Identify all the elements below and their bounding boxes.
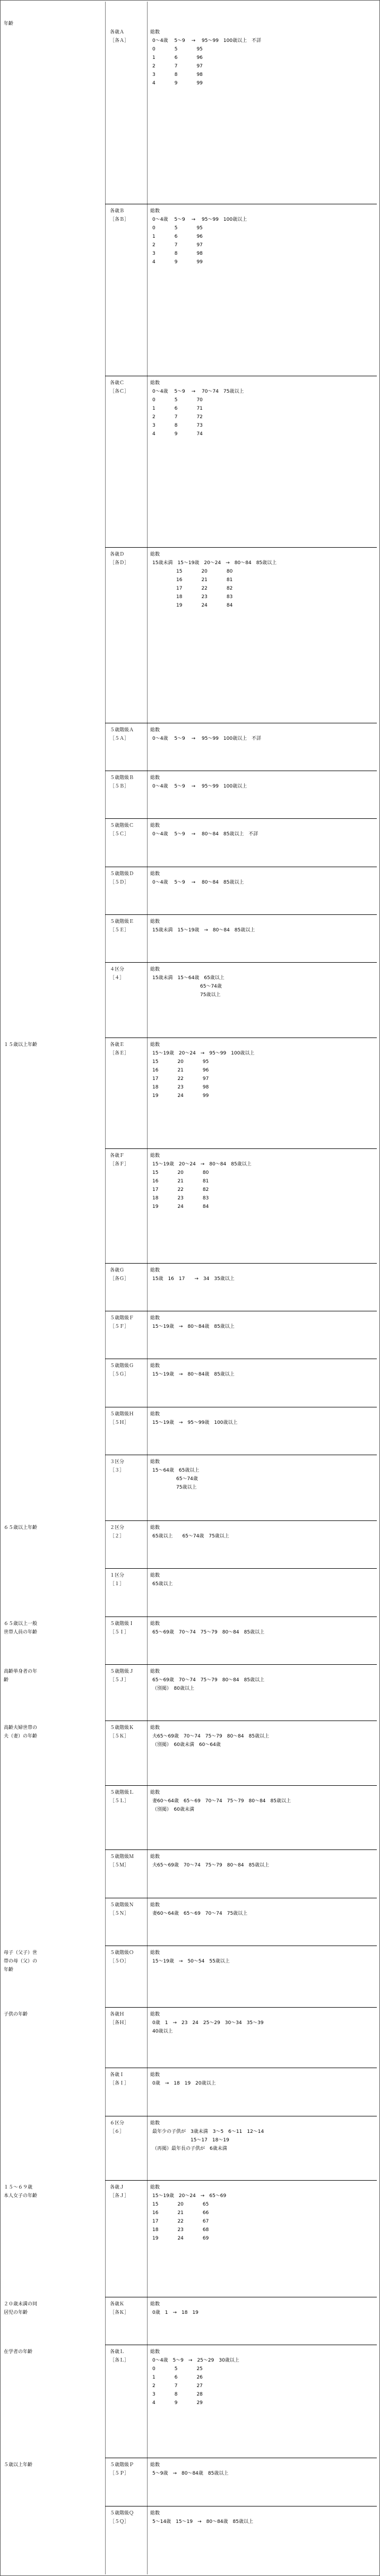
row-label: 在学者の年齢 (4, 2349, 33, 2355)
section-heading: 各歳Ｉ (110, 2072, 125, 2078)
section-heading: ５歳階級Ｐ (110, 2462, 134, 2468)
count-label: 総数 (150, 728, 160, 733)
section-code: ［５Ｂ］ (110, 784, 129, 789)
count-label: 総数 (150, 1725, 160, 1731)
section-heading: ５歳階級Ｄ (110, 871, 134, 877)
section-divider (105, 1568, 377, 1569)
category-row: 15歳 16 17 → 34 35歳以上 (152, 1276, 235, 1282)
category-row: 15～19歳 20～24 → 65～69 (152, 2193, 227, 2199)
category-row: 0～4歳 5～9 → 95～99 100歳以上 不詳 (152, 38, 262, 44)
category-row: 17 22 82 (152, 586, 233, 591)
section-divider (105, 962, 377, 963)
section-heading: ５歳階級Ｏ (110, 1950, 134, 1956)
category-row: 18 23 83 (152, 1196, 209, 1201)
section-divider (105, 547, 377, 548)
section-divider (105, 1785, 377, 1786)
section-heading: ５歳階級Ｂ (110, 775, 134, 781)
section-code: ［各Ｈ］ (110, 2020, 129, 2026)
section-divider (105, 818, 377, 819)
section-code: ［５Ｆ］ (110, 1324, 129, 1329)
section-heading: 各歳Ｂ (110, 209, 125, 214)
category-row: 2 7 97 (152, 64, 203, 69)
section-code: ［５Ｇ］ (110, 1372, 129, 1377)
category-row: 15～17 18～19 (152, 2138, 229, 2143)
category-row: 0 5 25 (152, 2366, 203, 2372)
category-row: 1 6 26 (152, 2375, 203, 2380)
category-row: 19 24 69 (152, 2236, 209, 2241)
category-row: 17 22 97 (152, 1076, 209, 1082)
section-heading: ５歳階級Ｍ (110, 1854, 134, 1860)
category-row: 16 21 81 (152, 577, 233, 583)
category-row: 16 21 66 (152, 2210, 209, 2216)
section-heading: ５歳階級Ｋ (110, 1725, 134, 1731)
category-row: 0～4歳 5～9 → 80～84 85歳以上 (152, 880, 244, 885)
section-divider (105, 1664, 377, 1665)
section-heading: ５歳階級Ｆ (110, 1316, 134, 1321)
section-code: ［５Ｍ］ (110, 1863, 129, 1868)
category-row: 16 21 81 (152, 1179, 209, 1184)
column-header-age: 年齢 (4, 21, 14, 27)
section-divider (105, 2180, 377, 2181)
category-row: 65～74歳 (152, 1476, 198, 1482)
section-heading: ４区分 (110, 967, 125, 972)
section-heading: 各歳Ｃ (110, 381, 125, 386)
category-row: 0 5 70 (152, 397, 203, 403)
category-row: 5～14歳 15～19 → 80～84歳 85歳以上 (152, 2519, 253, 2525)
section-code: ［各Ｊ］ (110, 2193, 129, 2199)
row-label: 帯の母（父）の (4, 1959, 38, 1964)
count-label: 総数 (150, 209, 160, 214)
section-heading: 各歳Ｌ (110, 2349, 125, 2355)
section-code: ［５Ｋ］ (110, 1734, 129, 1739)
count-label: 総数 (150, 2511, 160, 2516)
section-heading: ５歳階級Ｈ (110, 1412, 134, 1417)
category-row: 65～74歳 (152, 984, 222, 989)
category-row: （別掲） 60歳未満 60～64歳 (152, 1742, 221, 1748)
section-heading: 各歳Ａ (110, 30, 125, 35)
row-label: ５歳以上年齢 (4, 2462, 33, 2468)
category-row: 15 20 65 (152, 2202, 209, 2207)
count-label: 総数 (150, 1042, 160, 1048)
section-divider (105, 1849, 377, 1850)
section-code: ［１］ (110, 1581, 125, 1587)
section-code: ［５Ｅ］ (110, 928, 129, 933)
section-heading: ５歳階級Ｑ (110, 2511, 134, 2516)
count-label: 総数 (150, 1525, 160, 1531)
section-heading: 各歳Ｄ (110, 552, 125, 557)
row-label: 齢 (4, 1678, 9, 1683)
row-label: 世帯人員の年齢 (4, 1630, 38, 1635)
category-row: 15 20 80 (152, 1170, 209, 1175)
section-code: ［５Ｈ］ (110, 1420, 129, 1425)
row-label: 母子（父子）世 (4, 1950, 38, 1956)
section-divider (105, 1148, 377, 1149)
count-label: 総数 (150, 1459, 160, 1465)
category-row: 0 5 95 (152, 47, 203, 52)
section-divider (105, 2007, 377, 2008)
category-row: 75歳以上 (152, 992, 221, 998)
count-label: 総数 (150, 1854, 160, 1860)
count-label: 総数 (150, 2121, 160, 2126)
section-heading: ５歳階級Ｇ (110, 1363, 134, 1369)
category-row: 最年少の子供が 3歳未満 3～5 6～11 12～14 (152, 2129, 264, 2134)
count-label: 総数 (150, 1153, 160, 1159)
column-divider-2 (147, 2, 148, 2574)
category-row: 0歳 → 18 19 20歳以上 (152, 2081, 216, 2086)
section-code: ［各Ｌ］ (110, 2358, 129, 2363)
category-row: 15～64歳 65歳以上 (152, 1468, 200, 1473)
category-row: 65歳以上 (152, 1581, 173, 1587)
count-label: 総数 (150, 1950, 160, 1956)
category-row: 4 9 99 (152, 260, 203, 265)
category-row: 65～69歳 70～74 75～79 80～84 85歳以上 (152, 1678, 265, 1683)
section-heading: ５歳階級Ｃ (110, 823, 134, 828)
category-row: 15 20 95 (152, 1059, 209, 1065)
category-row: 15～19歳 → 80～84歳 85歳以上 (152, 1324, 235, 1329)
category-row: 65歳以上 65～74歳 75歳以上 (152, 1534, 229, 1539)
category-row: 19 24 99 (152, 1093, 209, 1099)
section-heading: ５歳階級Ｊ (110, 1669, 134, 1674)
section-code: ［各Ａ］ (110, 38, 129, 44)
category-row: 18 23 98 (152, 1085, 209, 1090)
section-code: ［６］ (110, 2129, 125, 2134)
section-heading: ５歳階級Ｅ (110, 919, 134, 924)
category-row: （別掲） 80歳以上 (152, 1686, 194, 1691)
category-row: 3 8 98 (152, 251, 203, 256)
category-row: 15歳未満 15～19歳 20～24 → 80～84 85歳以上 (152, 560, 277, 566)
category-row: （再掲）最年長の子供が 6歳未満 (152, 2146, 227, 2151)
section-code: ［５Ｎ］ (110, 1911, 129, 1916)
section-code: ［各Ｇ］ (110, 1276, 129, 1282)
count-label: 総数 (150, 871, 160, 877)
category-row: 妻60～64歳 65～69 70～74 75～79 80～84 85歳以上 (152, 1799, 291, 1804)
category-row: 19 24 84 (152, 1204, 209, 1209)
category-row: 15～19歳 20～24 → 80～84 85歳以上 (152, 1162, 252, 1167)
count-label: 総数 (150, 1790, 160, 1795)
row-label: 高齢単身者の年 (4, 1669, 38, 1674)
count-label: 総数 (150, 1669, 160, 1674)
count-label: 総数 (150, 2185, 160, 2190)
section-heading: 各歳Ｈ (110, 2012, 125, 2017)
category-row: 0歳 1 → 23 24 25～29 30～34 35～39 (152, 2020, 264, 2026)
row-label: 高齢夫婦世帯の (4, 1725, 38, 1731)
category-row: 4 9 29 (152, 2400, 203, 2406)
section-code: ［５Ｄ］ (110, 880, 129, 885)
category-row: （別掲） 60歳未満 (152, 1807, 194, 1812)
category-row: 0 5 95 (152, 226, 203, 231)
count-label: 総数 (150, 1621, 160, 1627)
count-label: 総数 (150, 1573, 160, 1578)
category-row: 5～9歳 → 80～84歳 85歳以上 (152, 2471, 229, 2476)
section-heading: ３区分 (110, 1459, 125, 1465)
category-row: 15～19歳 → 80～84歳 85歳以上 (152, 1372, 235, 1377)
section-heading: 各歳Ｅ (110, 1042, 125, 1048)
section-code: ［３］ (110, 1468, 125, 1473)
category-row: 0～4歳 5～9 → 25～29 30歳以上 (152, 2358, 239, 2363)
count-label: 総数 (150, 1316, 160, 1321)
count-label: 総数 (150, 1412, 160, 1417)
count-label: 総数 (150, 823, 160, 828)
count-label: 総数 (150, 919, 160, 924)
category-row: 0～4歳 5～9 → 95～99 100歳以上 (152, 217, 247, 222)
category-row: 1 6 71 (152, 406, 203, 411)
category-row: 15～19歳 20～24 → 95～99 100歳以上 (152, 1051, 255, 1056)
count-label: 総数 (150, 552, 160, 557)
section-divider (105, 1520, 377, 1521)
section-code: ［各Ｆ］ (110, 1162, 129, 1167)
section-heading: ５歳階級Ａ (110, 728, 134, 733)
column-divider-1 (105, 2, 106, 2574)
category-row: 3 8 73 (152, 423, 203, 428)
category-row: 0～4歳 5～9 → 70～74 75歳以上 (152, 389, 244, 394)
category-row: 妻60～64歳 65～69 70～74 75歳以上 (152, 1911, 248, 1916)
category-row: 4 9 99 (152, 81, 203, 86)
count-label: 総数 (150, 1268, 160, 1273)
section-heading: ５歳階級Ｎ (110, 1903, 134, 1908)
section-code: ［各Ｉ］ (110, 2081, 129, 2086)
count-label: 総数 (150, 30, 160, 35)
count-label: 総数 (150, 2302, 160, 2307)
category-row: 65～69歳 70～74 75～79 80～84 85歳以上 (152, 1630, 265, 1635)
count-label: 総数 (150, 2012, 160, 2017)
category-row: 0～4歳 5～9 → 95～99 100歳以上 (152, 784, 247, 789)
row-label: 子供の年齢 (4, 2012, 28, 2017)
count-label: 総数 (150, 1903, 160, 1908)
category-row: 4 9 74 (152, 431, 203, 437)
category-row: 15～19歳 → 95～99歳 100歳以上 (152, 1420, 238, 1425)
category-row: 0～4歳 5～9 → 95～99 100歳以上 不詳 (152, 736, 262, 741)
section-code: ［５Ａ］ (110, 736, 129, 741)
row-label: ６５歳以上年齢 (4, 1525, 38, 1531)
section-code: ［５Ｏ］ (110, 1959, 129, 1964)
section-heading: １区分 (110, 1573, 125, 1578)
section-code: ［５Ｉ］ (110, 1630, 129, 1635)
section-divider (105, 914, 377, 915)
count-label: 総数 (150, 1363, 160, 1369)
category-row: 0～4歳 5～9 → 80～84 85歳以上 不詳 (152, 832, 258, 837)
count-label: 総数 (150, 381, 160, 386)
section-code: ［各Ｂ］ (110, 217, 129, 222)
category-row: 19 24 84 (152, 603, 233, 608)
count-label: 総数 (150, 775, 160, 781)
row-label: 夫（妻）の年齢 (4, 1734, 38, 1739)
section-heading: 各歳Ｆ (110, 1153, 125, 1159)
category-row: 18 23 68 (152, 2227, 209, 2233)
category-row: 17 22 82 (152, 1187, 209, 1192)
category-row: 15～19歳 → 50～54 55歳以上 (152, 1959, 230, 1964)
section-heading: 各歳Ｇ (110, 1268, 125, 1273)
category-row: 夫65～69歳 70～74 75～79 80～84 85歳以上 (152, 1734, 270, 1739)
section-heading: ６区分 (110, 2121, 125, 2126)
section-code: ［５Ｑ］ (110, 2519, 129, 2525)
category-row: 夫65～69歳 70～74 75～79 80～84 85歳以上 (152, 1863, 270, 1868)
category-row: 15歳未満 15～64歳 65歳以上 (152, 975, 224, 981)
section-code: ［５Ｐ］ (110, 2471, 129, 2476)
category-row: 15 20 80 (152, 569, 233, 574)
section-code: ［各Ｃ］ (110, 389, 129, 394)
section-heading: ２区分 (110, 1525, 125, 1531)
section-heading: 各歳Ｋ (110, 2302, 125, 2307)
category-row: 40歳以上 (152, 2029, 173, 2034)
section-code: ［２］ (110, 1534, 125, 1539)
category-row: 1 6 96 (152, 55, 203, 60)
row-label: １５～６９歳 (4, 2185, 33, 2190)
section-code: ［各Ｅ］ (110, 1051, 129, 1056)
row-label: 年齢 (4, 1967, 14, 1973)
section-code: ［５Ｃ］ (110, 832, 129, 837)
category-row: 3 8 28 (152, 2392, 203, 2397)
category-row: 15歳未満 15～19歳 → 80～84 85歳以上 (152, 928, 255, 933)
count-label: 総数 (150, 2072, 160, 2078)
row-label: ６５歳以上一般 (4, 1621, 38, 1627)
category-row: 18 23 83 (152, 594, 233, 600)
section-code: ［５Ｊ］ (110, 1678, 129, 1683)
section-heading: ５歳階級Ｉ (110, 1621, 134, 1627)
category-row: 75歳以上 (152, 1485, 197, 1490)
row-label: 本人女子の年齢 (4, 2193, 38, 2199)
section-divider (105, 1263, 377, 1264)
row-label: ２０歳未満の同 (4, 2302, 38, 2307)
section-code: ［各Ｄ］ (110, 560, 129, 566)
category-row: 2 7 27 (152, 2383, 203, 2389)
row-label: 居児の年齢 (4, 2310, 28, 2315)
section-code: ［４］ (110, 975, 125, 981)
section-heading: ５歳階級Ｌ (110, 1790, 134, 1795)
category-row: 2 7 97 (152, 243, 203, 248)
count-label: 総数 (150, 2349, 160, 2355)
count-label: 総数 (150, 2462, 160, 2468)
row-label: １５歳以上年齢 (4, 1042, 38, 1048)
category-row: 0歳 1 → 18 19 (152, 2310, 198, 2315)
category-row: 2 7 72 (152, 414, 203, 420)
section-heading: 各歳Ｊ (110, 2185, 125, 2190)
section-code: ［各Ｋ］ (110, 2310, 129, 2315)
category-row: 16 21 96 (152, 1068, 209, 1073)
section-code: ［５Ｌ］ (110, 1799, 129, 1804)
count-label: 総数 (150, 967, 160, 972)
category-row: 17 22 67 (152, 2219, 209, 2224)
category-row: 1 6 96 (152, 234, 203, 239)
category-row: 3 8 98 (152, 72, 203, 77)
